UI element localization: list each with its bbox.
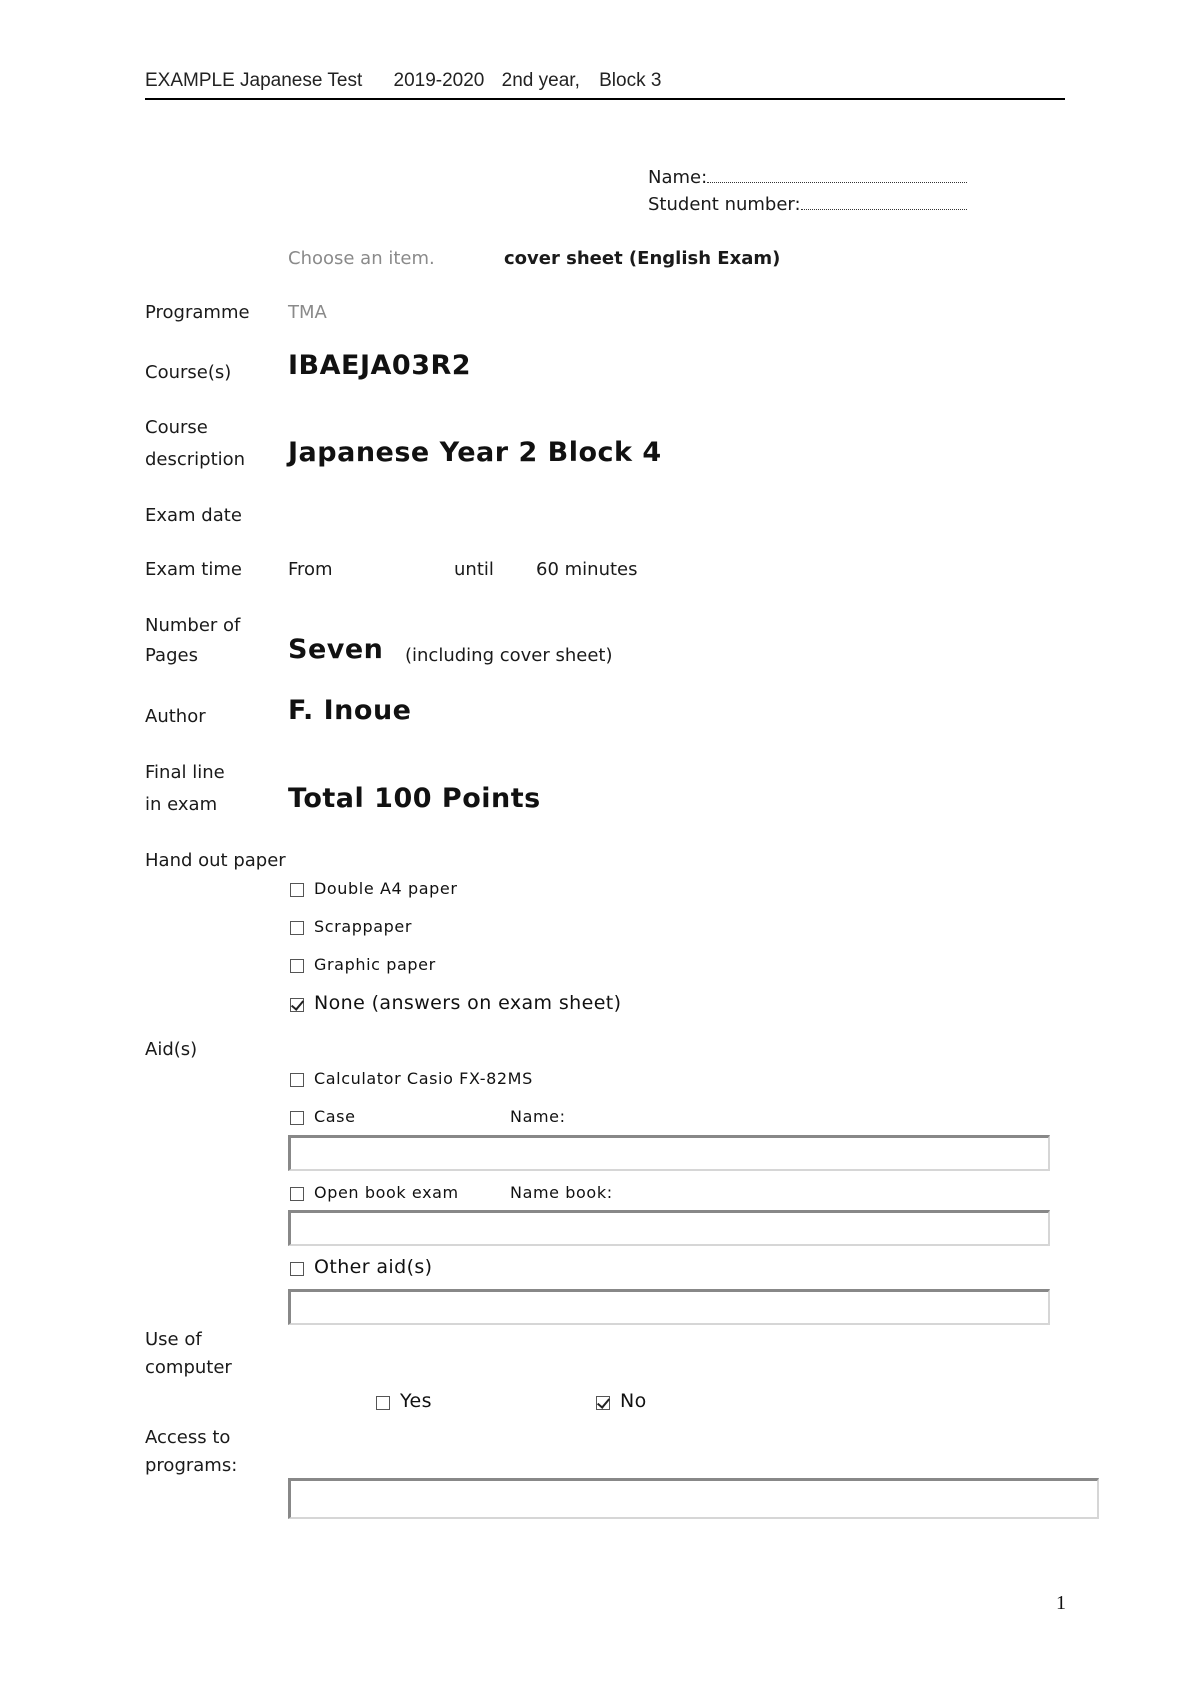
student-number-blank[interactable] [801, 209, 967, 210]
option-other-aids[interactable] [290, 1256, 433, 1278]
choose-item-dropdown[interactable]: Choose an item. [288, 248, 435, 269]
page-number: 1 [1056, 1592, 1066, 1614]
courses-label: Course(s) [145, 362, 232, 383]
programs-label-2: programs: [145, 1455, 238, 1476]
checkbox-icon[interactable] [290, 883, 304, 897]
option-open-book[interactable] [290, 1183, 459, 1202]
name-label: Name: [648, 167, 708, 188]
pages-value: Seven [288, 634, 384, 665]
exam-time-label: Exam time [145, 559, 242, 580]
option-graphic-paper[interactable] [290, 955, 436, 974]
computer-no-option[interactable] [596, 1390, 647, 1412]
name-book-label: Name book: [510, 1183, 613, 1202]
courses-value: IBAEJA03R2 [288, 350, 472, 381]
author-label: Author [145, 706, 206, 727]
exam-time-from: From [288, 559, 333, 580]
option-label: Calculator Casio FX-82MS [314, 1069, 533, 1088]
checkbox-icon[interactable] [290, 1187, 304, 1201]
option-case[interactable] [290, 1107, 356, 1126]
pages-note: (including cover sheet) [405, 645, 613, 666]
header-block: Block 3 [599, 70, 662, 91]
description-label-1: Course [145, 417, 208, 438]
option-double-a4[interactable] [290, 879, 458, 898]
name-book-field[interactable] [288, 1210, 1050, 1246]
computer-label-1: Use of [145, 1329, 202, 1350]
description-value: Japanese Year 2 Block 4 [288, 437, 662, 468]
option-label: None (answers on exam sheet) [314, 992, 622, 1014]
checkbox-checked-icon[interactable] [290, 998, 304, 1012]
pages-label-2: Pages [145, 645, 198, 666]
computer-yes-option[interactable] [376, 1390, 432, 1412]
student-number-label: Student number: [648, 194, 801, 215]
student-number-line [648, 194, 967, 216]
option-scrappaper[interactable] [290, 917, 412, 936]
aids-label: Aid(s) [145, 1039, 198, 1060]
name-blank[interactable] [707, 182, 967, 183]
author-value: F. Inoue [288, 695, 412, 726]
checkbox-icon[interactable] [290, 921, 304, 935]
option-calculator[interactable] [290, 1069, 533, 1088]
exam-date-label: Exam date [145, 505, 242, 526]
header-year-level: 2nd year, [501, 70, 580, 91]
other-aids-field[interactable] [288, 1289, 1050, 1325]
option-label: Scrappaper [314, 917, 413, 936]
option-label: Double A4 paper [314, 879, 458, 898]
case-name-label: Name: [510, 1107, 566, 1126]
exam-time-duration: 60 minutes [536, 559, 638, 580]
option-label: Graphic paper [314, 955, 436, 974]
checkbox-icon[interactable] [290, 1262, 304, 1276]
checkbox-icon[interactable] [376, 1396, 390, 1410]
programs-field[interactable] [288, 1478, 1099, 1519]
option-label: Case [314, 1107, 356, 1126]
checkbox-icon[interactable] [290, 1111, 304, 1125]
pages-label-1: Number of [145, 615, 241, 636]
programme-value[interactable]: TMA [288, 302, 327, 323]
programs-label-1: Access to [145, 1427, 231, 1448]
header-years: 2019-2020 [393, 70, 485, 91]
cover-sheet-title: cover sheet (English Exam) [504, 248, 781, 269]
final-value: Total 100 Points [288, 783, 541, 814]
exam-time-until: until [454, 559, 494, 580]
programme-label: Programme [145, 302, 250, 323]
checkbox-icon[interactable] [290, 959, 304, 973]
option-label: Open book exam [314, 1183, 459, 1202]
page-header [145, 70, 1065, 100]
computer-label-2: computer [145, 1357, 232, 1378]
header-title: EXAMPLE Japanese Test [145, 70, 363, 91]
option-label: Other aid(s) [314, 1256, 433, 1278]
hand-out-label: Hand out paper [145, 850, 286, 871]
option-label: Yes [400, 1390, 432, 1412]
case-name-field[interactable] [288, 1135, 1050, 1171]
option-none[interactable] [290, 992, 621, 1014]
final-label-1: Final line [145, 762, 225, 783]
description-label-2: description [145, 449, 246, 470]
student-name-line [648, 167, 967, 189]
final-label-2: in exam [145, 794, 218, 815]
option-label: No [620, 1390, 647, 1412]
checkbox-icon[interactable] [290, 1073, 304, 1087]
checkbox-checked-icon[interactable] [596, 1396, 610, 1410]
